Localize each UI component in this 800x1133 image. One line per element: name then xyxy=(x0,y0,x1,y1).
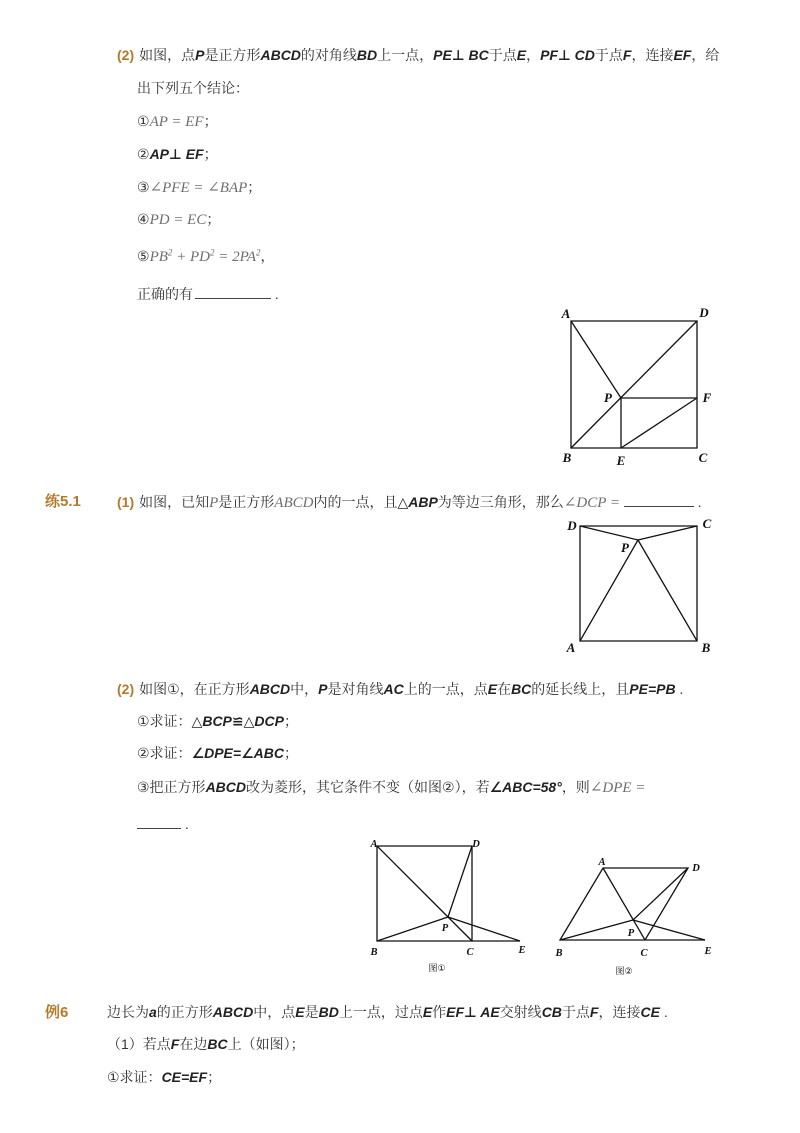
stem-variable: a xyxy=(149,1004,157,1020)
math-expression: ABCD xyxy=(274,495,314,511)
stem-text: 如图，点 xyxy=(139,47,196,63)
point-label-B: B xyxy=(370,947,378,958)
figure-1-square xyxy=(369,839,525,974)
question-number: (1) xyxy=(117,494,135,510)
segment-CP xyxy=(638,526,697,540)
figure-q2-square xyxy=(561,305,712,468)
point-label-C: C xyxy=(640,948,648,959)
stem-text: 是 xyxy=(304,1004,319,1020)
practice-label-row xyxy=(45,491,81,511)
stem-variable: P xyxy=(318,681,328,697)
stem-text: 是对角线 xyxy=(327,681,384,697)
point-label-E: E xyxy=(616,453,626,468)
practice-p2-sub-2 xyxy=(137,743,298,763)
segment-DP xyxy=(580,526,638,540)
punctuation: . xyxy=(675,681,684,697)
question-number: (2) xyxy=(117,681,135,697)
stem-text: ，连接 xyxy=(631,47,674,63)
stem-variable: AC xyxy=(383,681,404,697)
figure-caption: 图① xyxy=(428,964,446,974)
stem-text: （1）若点 xyxy=(107,1036,171,1052)
conclusion-marker: ① xyxy=(137,113,150,129)
math-expression: P xyxy=(209,495,219,511)
stem-text: 在 xyxy=(497,681,512,697)
stem-text: 中， xyxy=(290,681,319,697)
math-expression: AP = EF xyxy=(149,114,204,130)
stem-variable: BC xyxy=(511,681,532,697)
conclusion-3 xyxy=(137,177,261,197)
punctuation: ； xyxy=(283,713,298,729)
stem-variable: F xyxy=(589,1004,599,1020)
point-label-P: P xyxy=(621,540,629,555)
stem-variable: E xyxy=(295,1004,305,1020)
math-expression: = 2PA xyxy=(214,249,257,265)
segment-DP xyxy=(448,846,472,917)
point-label-C: C xyxy=(698,450,708,465)
stem-variable: E xyxy=(422,1004,433,1020)
conclusion-1 xyxy=(137,111,218,131)
point-label-A: A xyxy=(370,839,378,850)
point-label-P: P xyxy=(441,923,449,934)
segment-DP xyxy=(633,868,688,920)
point-label-P: P xyxy=(627,928,635,939)
punctuation: ； xyxy=(207,1069,222,1085)
conclusion-marker: ⑤ xyxy=(137,248,150,264)
practice-p2-sub-1 xyxy=(137,711,298,731)
answer-blank xyxy=(195,283,271,299)
stem-variable: ∠DPE=∠ABC xyxy=(191,745,284,761)
point-label-D: D xyxy=(567,518,577,533)
stem-variable: EF⊥ AE xyxy=(446,1004,500,1020)
answer-blank xyxy=(624,491,694,507)
stem-text: 出下列五个结论： xyxy=(137,80,249,96)
stem-variable: CB xyxy=(541,1004,562,1020)
stem-variable: E xyxy=(487,681,498,697)
stem-variable: PF⊥ CD xyxy=(540,47,595,63)
stem-variable: F xyxy=(622,47,632,63)
point-label-F: F xyxy=(702,390,712,405)
stem-text: 上（如图）； xyxy=(227,1036,305,1052)
conclusion-marker: ② xyxy=(137,146,150,162)
math-expression: + PD xyxy=(172,249,211,265)
stem-variable: ABCD xyxy=(212,1004,254,1020)
stem-variable: CE=EF xyxy=(161,1069,208,1085)
stem-text: ， xyxy=(526,47,541,63)
stem-text: 如图①，在正方形 xyxy=(139,681,250,697)
square-ABCD xyxy=(571,321,697,448)
point-label-A: A xyxy=(561,306,571,321)
diagonal-AC xyxy=(603,868,645,940)
punctuation: ； xyxy=(203,113,218,129)
practice-p2-stem xyxy=(117,679,683,699)
point-label-D: D xyxy=(472,839,480,850)
punctuation: ； xyxy=(247,179,262,195)
stem-text: ③把正方形 xyxy=(137,779,206,795)
segment-BP xyxy=(560,920,633,940)
stem-text: 的正方形 xyxy=(156,1004,213,1020)
math-expression: PD = EC xyxy=(149,212,207,228)
answer-line xyxy=(137,283,279,303)
point-label-P: P xyxy=(604,390,612,405)
punctuation: ； xyxy=(283,745,298,761)
point-label-D: D xyxy=(692,863,700,874)
practice-label: 练5.1 xyxy=(45,493,81,510)
segment-EF xyxy=(621,398,697,448)
stem-text: 交射线 xyxy=(499,1004,542,1020)
stem-text: ①求证： xyxy=(137,713,192,729)
answer-blank xyxy=(137,813,181,829)
segment-PE xyxy=(633,920,705,940)
square-ABCD xyxy=(580,526,697,641)
q2-stem-line-1 xyxy=(117,45,719,65)
punctuation: ； xyxy=(203,146,218,162)
practice-p2-sub-3 xyxy=(137,777,645,797)
stem-variable: △BCP≌△DCP xyxy=(191,713,284,729)
math-expression: AP⊥ EF xyxy=(149,146,204,162)
conclusion-5 xyxy=(137,246,275,266)
point-label-E: E xyxy=(704,946,712,957)
stem-variable: ∠ABC=58° xyxy=(489,779,562,795)
example-label-row xyxy=(45,1002,68,1022)
stem-variable: P xyxy=(195,47,205,63)
segment-PE xyxy=(448,917,520,941)
math-expression: ∠PFE = ∠BAP xyxy=(149,180,248,196)
conclusion-2 xyxy=(137,144,218,164)
example6-part-1-q1 xyxy=(107,1067,221,1087)
stem-variable: F xyxy=(170,1036,180,1052)
stem-variable: PE=PB xyxy=(629,681,676,697)
stem-variable: △ABP xyxy=(397,494,438,510)
point-label-D: D xyxy=(699,305,709,320)
stem-text: ，则 xyxy=(561,779,590,795)
stem-text: 的对角线 xyxy=(300,47,357,63)
square-ABCD xyxy=(377,846,472,941)
point-label-C: C xyxy=(466,947,474,958)
segment-AP xyxy=(580,540,638,641)
point-label-B: B xyxy=(555,948,563,959)
stem-text: 改为菱形，其它条件不变（如图②），若 xyxy=(246,779,490,795)
stem-text: 是正方形 xyxy=(218,494,275,510)
segment-AP xyxy=(571,321,621,398)
stem-variable: CE xyxy=(640,1004,660,1020)
practice-p1-stem xyxy=(117,491,702,511)
point-label-A: A xyxy=(598,857,606,868)
diagonal-BD xyxy=(571,321,697,448)
point-label-B: B xyxy=(562,450,572,465)
stem-text: 如图，已知 xyxy=(139,494,210,510)
stem-text: 的延长线上，且 xyxy=(531,681,630,697)
stem-text: 为等边三角形，那么 xyxy=(437,494,564,510)
stem-text: 中，点 xyxy=(253,1004,296,1020)
point-label-A: A xyxy=(566,640,576,655)
stem-text: 在边 xyxy=(179,1036,208,1052)
question-number: (2) xyxy=(117,47,135,63)
example6-part-1 xyxy=(107,1034,305,1054)
stem-variable: BD xyxy=(318,1004,339,1020)
q2-stem-line-2 xyxy=(137,78,249,98)
figure-2-rhombus xyxy=(554,857,711,977)
stem-variable: ABCD xyxy=(205,779,247,795)
conclusion-marker: ④ xyxy=(137,211,150,227)
punctuation: ， xyxy=(260,248,275,264)
stem-text: 正确的有 xyxy=(137,286,193,302)
stem-text: ①求证： xyxy=(107,1069,162,1085)
stem-text: ，连接 xyxy=(598,1004,641,1020)
example-label: 例6 xyxy=(45,1004,69,1021)
point-label-B: B xyxy=(701,640,711,655)
figure-caption: 图② xyxy=(615,967,633,977)
example6-stem xyxy=(107,1002,668,1022)
stem-variable: EF xyxy=(673,47,692,63)
math-expression: ∠DCP = xyxy=(563,495,624,511)
math-expression: PB xyxy=(149,249,168,265)
stem-text: 作 xyxy=(432,1004,447,1020)
conclusion-marker: ③ xyxy=(137,179,150,195)
math-expression: ∠DPE = xyxy=(589,780,646,796)
point-label-E: E xyxy=(518,945,526,956)
stem-text: 于点 xyxy=(561,1004,590,1020)
stem-variable: BC xyxy=(207,1036,228,1052)
practice-p2-sub-3-answer xyxy=(137,813,189,833)
stem-variable: BD xyxy=(356,47,378,63)
exponent: 2 xyxy=(210,247,215,258)
stem-variable: ABCD xyxy=(249,681,291,697)
stem-text: 边长为 xyxy=(107,1004,149,1020)
stem-variable: ABCD xyxy=(260,47,301,63)
punctuation: . xyxy=(271,286,279,302)
diagonal-AC xyxy=(377,846,472,941)
segment-BP xyxy=(638,540,697,641)
stem-variable: PE⊥ BC xyxy=(433,47,489,63)
stem-text: 于点 xyxy=(594,47,623,63)
punctuation: . xyxy=(659,1004,668,1020)
punctuation: . xyxy=(693,494,702,510)
rhombus-ABCD xyxy=(560,868,688,940)
stem-text: 是正方形 xyxy=(204,47,261,63)
stem-text: 于点 xyxy=(488,47,517,63)
segment-BP xyxy=(377,917,448,941)
punctuation: . xyxy=(181,816,189,832)
stem-text: 上一点， xyxy=(377,47,434,63)
conclusion-4 xyxy=(137,209,220,229)
stem-variable: E xyxy=(516,47,527,63)
exponent: 2 xyxy=(256,247,261,258)
stem-text: ②求证： xyxy=(137,745,192,761)
stem-text: 上一点，过点 xyxy=(338,1004,423,1020)
stem-text: 内的一点，且 xyxy=(313,494,398,510)
exponent: 2 xyxy=(167,247,173,258)
point-label-C: C xyxy=(702,516,712,531)
stem-text: 上的一点，点 xyxy=(403,681,488,697)
figure-practice-p1 xyxy=(566,516,712,655)
stem-text: ，给 xyxy=(691,47,720,63)
punctuation: ； xyxy=(206,211,221,227)
